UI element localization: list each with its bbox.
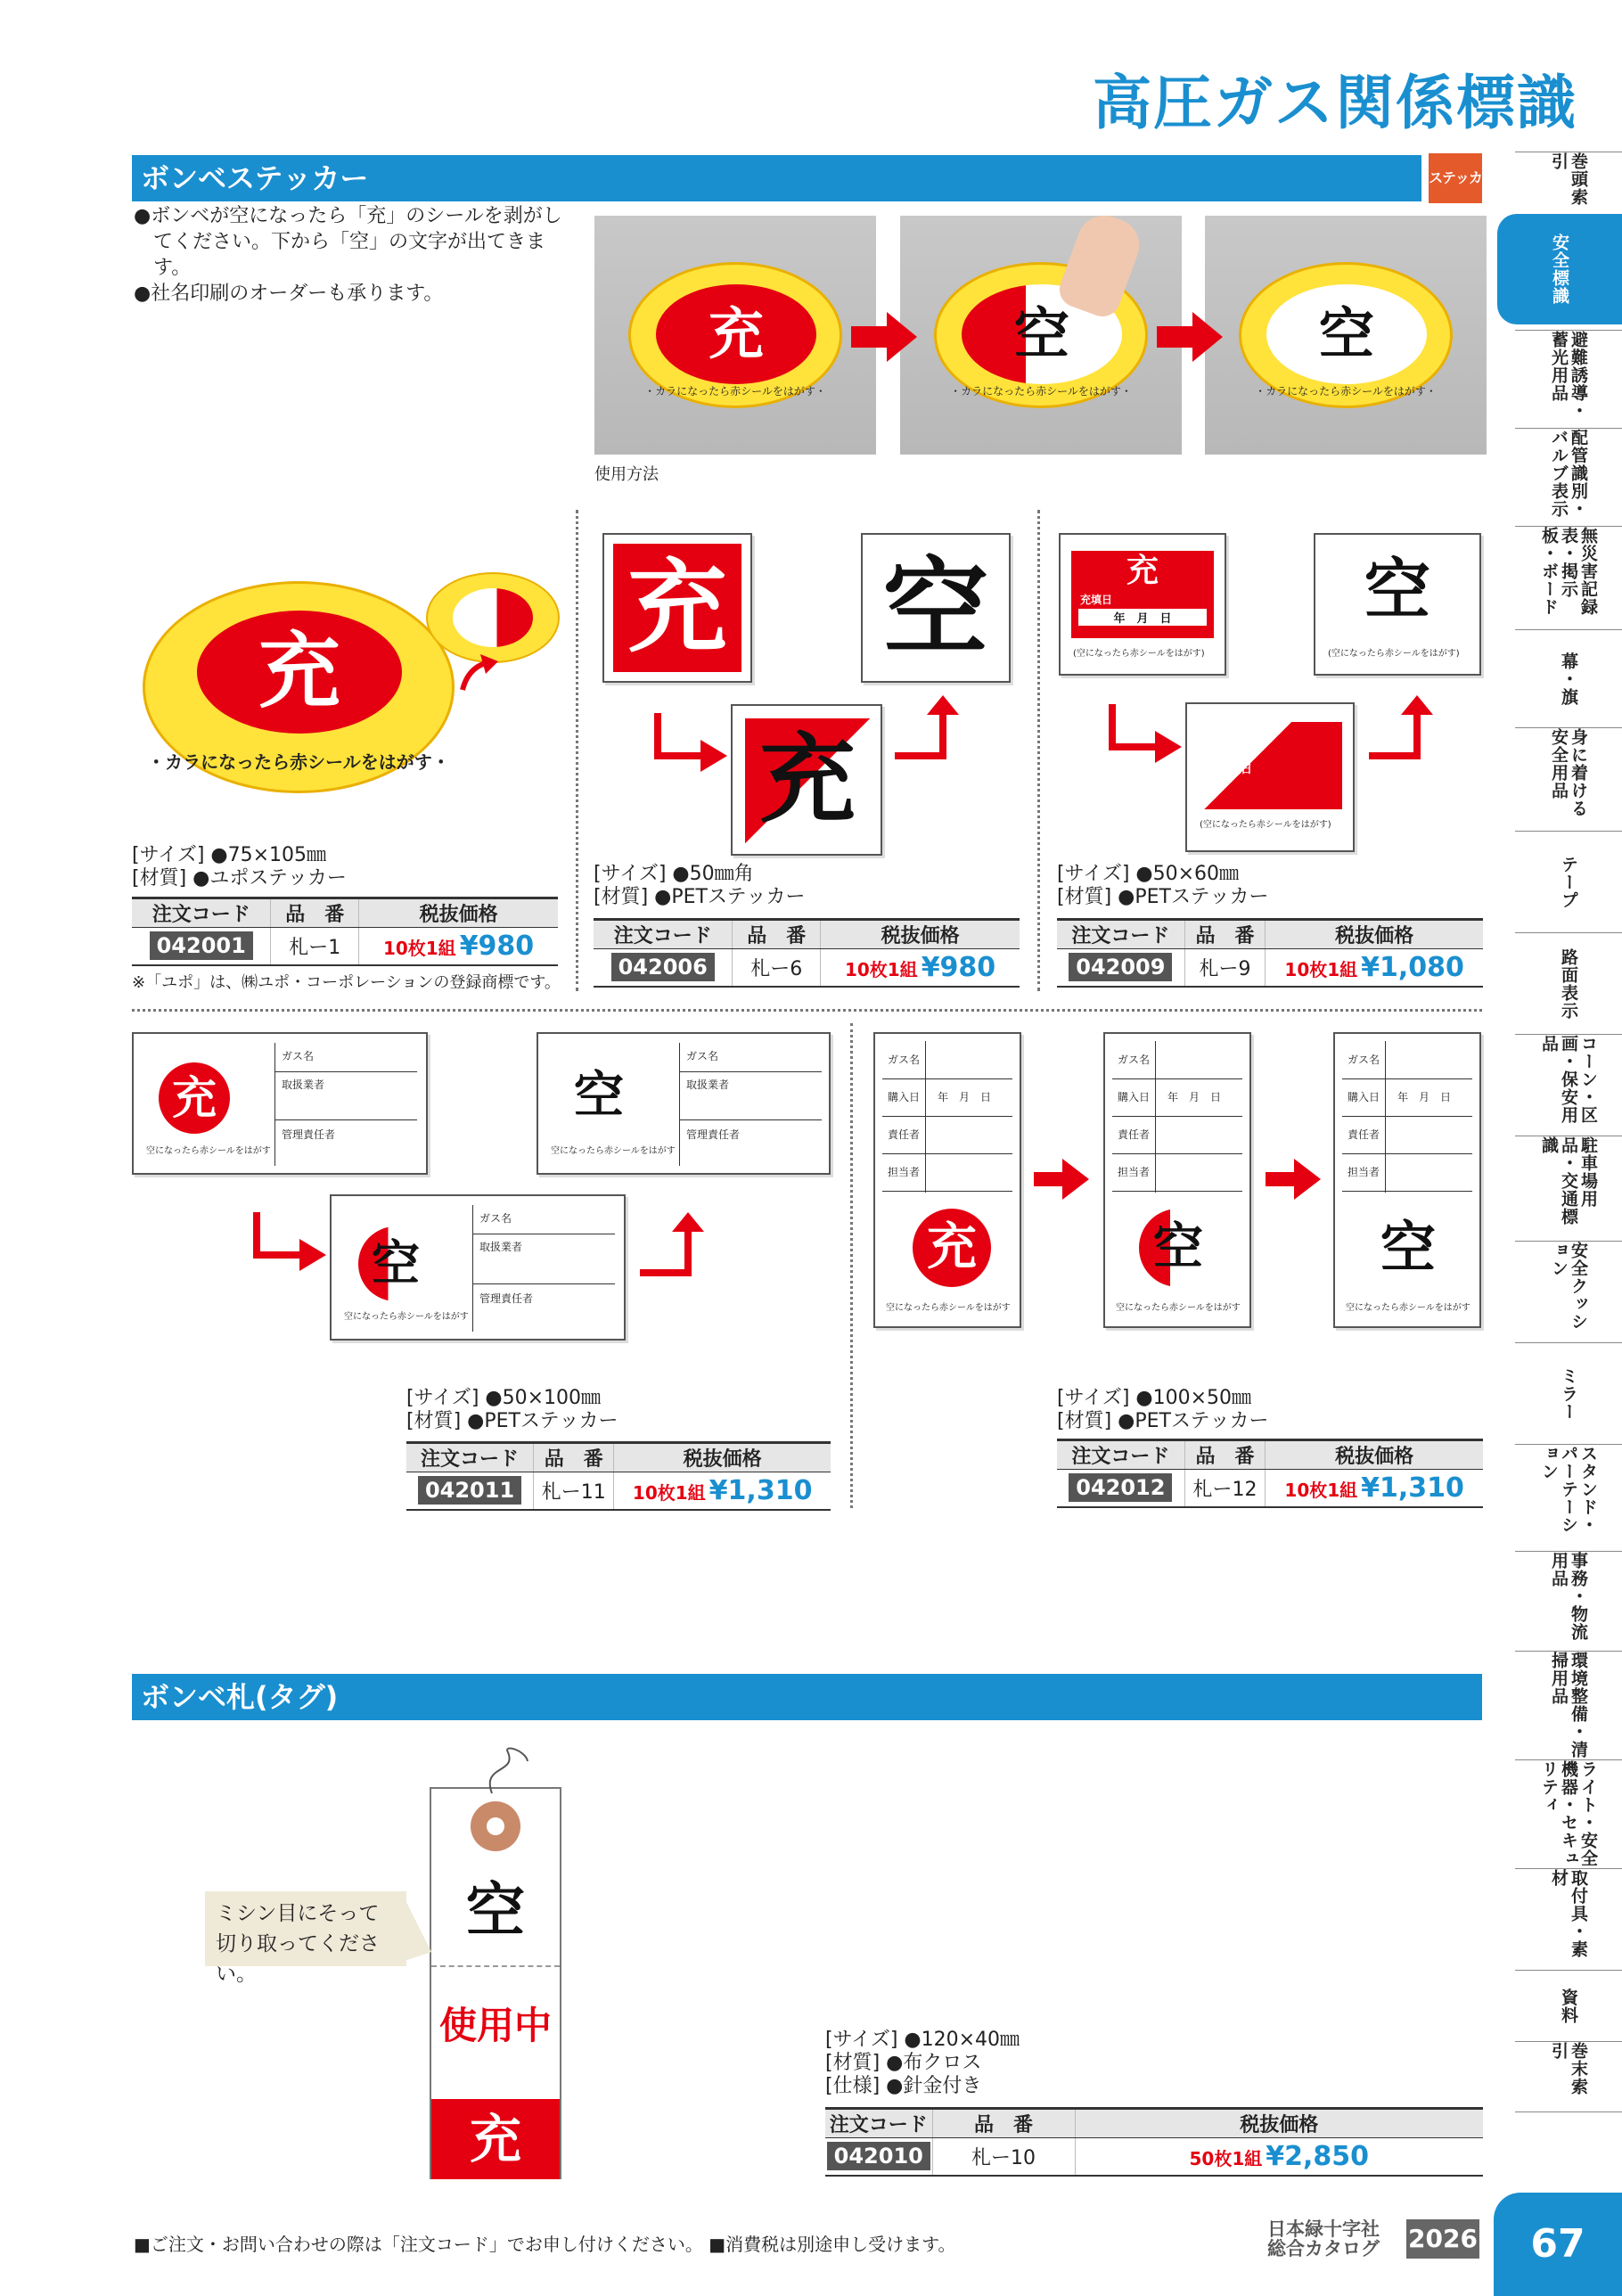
separator (850, 1023, 853, 1508)
right-arrow-icon (1034, 1155, 1093, 1203)
table-row: 042001 札ー1 10枚1組 ¥980 (132, 928, 558, 965)
price: ¥2,850 (1266, 2140, 1370, 2172)
oval-sticker-peeling: 空 ・カラになったら赤シールをはがす・ (934, 262, 1148, 408)
catalog-name: 日本緑十字社 総合カタログ (1267, 2218, 1380, 2259)
separator (576, 510, 578, 991)
product-spec: [サイズ] ●100×50㎜ [材質] ●PETステッカー (1057, 1387, 1269, 1432)
perforation-line (431, 1965, 560, 1967)
order-code: 042009 (1069, 953, 1172, 981)
tab-environment[interactable]: 環境整備・清掃用品 (1515, 1651, 1622, 1759)
sticker-category-tag: ステッカ (1429, 153, 1482, 203)
product-spec: [サイズ] ●50×60㎜ [材質] ●PETステッカー (1057, 863, 1269, 908)
product-spec: [サイズ] ●50×100㎜ [材質] ●PETステッカー (406, 1387, 618, 1432)
wire-icon (481, 1747, 535, 1800)
item-number: 札ー9 (1184, 949, 1266, 987)
product-spec: [サイズ] ●50㎜角 [材質] ●PETステッカー (594, 863, 806, 908)
vertical-sticker-peeling: ガス名 購入日 年 月 日 責任者 担当者 空 空になったら赤シールをはがす (1103, 1032, 1251, 1328)
tab-parking[interactable]: 駐車場用品・交通標識 (1515, 1136, 1622, 1241)
price: ¥1,310 (1361, 1472, 1464, 1504)
tab-tape[interactable]: テープ (1515, 831, 1622, 932)
tab-front-index[interactable]: 巻頭索引 (1515, 152, 1622, 209)
l-arrow-icon (250, 1212, 330, 1292)
table-row: 042009 札ー9 10枚1組 ¥1,080 (1057, 949, 1483, 987)
tab-stands[interactable]: スタンド・パーテーション (1515, 1444, 1622, 1551)
price-table: 注文コード 品 番 税抜価格 042006 札ー6 10枚1組 ¥980 (594, 918, 1020, 988)
footer-note: ■ご注文・お問い合わせの際は「注文コード」でお申し付けください。 ■消費税は別途申し受けます。 (134, 2234, 956, 2255)
square-sticker-full: 充 (602, 533, 752, 683)
curved-arrow-icon (459, 652, 500, 693)
square-sticker-empty: 空 (861, 533, 1011, 683)
table-row: 042012 札ー12 10枚1組 ¥1,310 (1057, 1470, 1483, 1507)
tab-banners[interactable]: 幕・旗 (1515, 629, 1622, 727)
tab-safety-signs[interactable]: 安全標識 (1497, 214, 1622, 324)
tab-piping[interactable]: 配管識別・バルブ表示 (1515, 428, 1622, 526)
tab-mirror[interactable]: ミラー (1515, 1342, 1622, 1444)
price-table: 注文コード 品 番 税抜価格 042009 札ー9 10枚1組 ¥1,080 (1057, 918, 1483, 988)
l-arrow-icon (1369, 695, 1449, 775)
oval-sticker-empty: 空 ・カラになったら赤シールをはがす・ (1239, 262, 1453, 408)
item-number: 札ー6 (733, 949, 821, 987)
price-table: 注文コード 品 番 税抜価格 042011 札ー11 10枚1組 ¥1,310 (406, 1441, 831, 1511)
tab-evacuation[interactable]: 避難誘導・蓄光用品 (1515, 330, 1622, 428)
tab-fixtures[interactable]: 取付具・素材 (1515, 1868, 1622, 1970)
order-code: 042001 (150, 931, 253, 960)
right-arrow-icon (851, 310, 922, 364)
price: ¥1,080 (1361, 951, 1464, 983)
price-table: 注文コード 品 番 税抜価格 042001 札ー1 10枚1組 ¥980 (132, 897, 558, 966)
order-code: 042012 (1069, 1473, 1172, 1502)
section-title-cylinder-tag: ボンベ札(タグ) (132, 1674, 1482, 1720)
oval-sticker-full: 充 ・カラになったら赤シールをはがす・ (628, 262, 842, 408)
right-arrow-icon (1266, 1155, 1324, 1203)
tab-back-index[interactable]: 巻末索引 (1515, 2041, 1622, 2112)
rect-sticker-empty: 空 (空になったら赤シールをはがす) (1314, 533, 1481, 676)
eyelet (471, 1801, 520, 1851)
tab-lights[interactable]: ライト・安全機器・セキュリティ (1515, 1759, 1622, 1868)
rect-sticker-peeling: 充填日 (空になったら赤シールをはがす) (1185, 702, 1355, 852)
callout-note: ミシン目にそって切り取ってください。 (205, 1891, 406, 1966)
photo-caption: 使用方法 (594, 465, 659, 484)
order-code: 042010 (827, 2142, 930, 2170)
tab-road-marking[interactable]: 路面表示 (1515, 932, 1622, 1034)
page-title: 高圧ガス関係標識 (1093, 69, 1577, 137)
item-number: 札ー1 (271, 928, 359, 965)
l-arrow-icon (1105, 704, 1185, 784)
tab-boards[interactable]: 無災害記録表・掲示板・ボード (1515, 526, 1622, 629)
trademark-note: ※「ユポ」は、㈱ユポ・コーポレーションの登録商標です。 (132, 973, 561, 992)
oval-sticker-peeled-thumb (426, 572, 560, 663)
item-number: 札ー12 (1184, 1470, 1266, 1507)
vertical-sticker-full: ガス名 購入日 年 月 日 責任者 担当者 充 空になったら赤シールをはがす (873, 1032, 1021, 1328)
product-spec: [サイズ] ●120×40㎜ [材質] ●布クロス [仕様] ●針金付き (825, 2029, 1020, 2097)
rect-sticker-full: 充 充填日 年 月 日 (空になったら赤シールをはがす) (1059, 533, 1226, 676)
price: ¥980 (459, 930, 535, 962)
tab-office[interactable]: 事務・物流用品 (1515, 1551, 1622, 1651)
form-sticker-peeling: 空 空になったら赤シールをはがす ガス名 取扱業者 管理責任者 (330, 1194, 626, 1341)
price-table: 注文コード 品 番 税抜価格 042010 札ー10 50枚1組 ¥2,850 (825, 2107, 1483, 2177)
tab-cones[interactable]: コーン・区画・保安用品 (1515, 1034, 1622, 1136)
table-row: 042006 札ー6 10枚1組 ¥980 (594, 949, 1020, 987)
price: ¥980 (921, 951, 996, 983)
right-arrow-icon (1157, 310, 1228, 364)
cylinder-tag-illustration: 空 使用中 充 (430, 1787, 561, 2179)
product-spec: [サイズ] ●75×105㎜ [材質] ●ユポステッカー (132, 844, 347, 890)
note-item: ●社名印刷のオーダーも承ります。 (134, 283, 444, 305)
section-title-cylinder-sticker: ボンベステッカー (132, 155, 1421, 201)
table-row: 042011 札ー11 10枚1組 ¥1,310 (406, 1472, 831, 1510)
section-notes (134, 203, 579, 307)
usage-photo-3 (1205, 216, 1487, 455)
price-table: 注文コード 品 番 税抜価格 042012 札ー12 10枚1組 ¥1,310 (1057, 1439, 1483, 1508)
tab-cushion[interactable]: 安全クッション (1515, 1241, 1622, 1342)
l-arrow-icon (895, 695, 975, 775)
table-row: 042010 札ー10 50枚1組 ¥2,850 (825, 2138, 1483, 2176)
item-number: 札ー10 (932, 2138, 1075, 2176)
separator (132, 1009, 1482, 1012)
catalog-year: 2026 (1406, 2219, 1479, 2259)
l-arrow-icon (640, 1212, 720, 1292)
usage-photo-1 (594, 216, 876, 455)
price: ¥1,310 (709, 1474, 813, 1506)
note-item: ●ボンベが空になったら「充」のシールを剥がしてください。下から「空」の文字が出てきます。 (134, 205, 562, 279)
form-sticker-full: 充 空になったら赤シールをはがす ガス名 取扱業者 管理責任者 (132, 1032, 428, 1175)
vertical-sticker-empty: ガス名 購入日 年 月 日 責任者 担当者 空 空になったら赤シールをはがす (1333, 1032, 1481, 1328)
form-sticker-empty: 空 空になったら赤シールをはがす ガス名 取扱業者 管理責任者 (537, 1032, 831, 1175)
oval-sticker-illustration: 充 ・カラになったら赤シールをはがす・ (143, 581, 455, 793)
item-number: 札ー11 (534, 1472, 614, 1510)
tab-reference[interactable]: 資料 (1515, 1970, 1622, 2041)
separator (1037, 510, 1040, 991)
order-code: 042006 (611, 953, 715, 981)
order-code: 042011 (418, 1476, 521, 1505)
page-number: 67 (1494, 2193, 1622, 2296)
tab-wearables[interactable]: 身に着ける安全用品 (1515, 727, 1622, 831)
l-arrow-icon (651, 713, 731, 793)
callout-pointer (405, 1898, 440, 1970)
usage-photo-2 (900, 216, 1182, 455)
square-sticker-peeling: 充 (731, 704, 882, 856)
